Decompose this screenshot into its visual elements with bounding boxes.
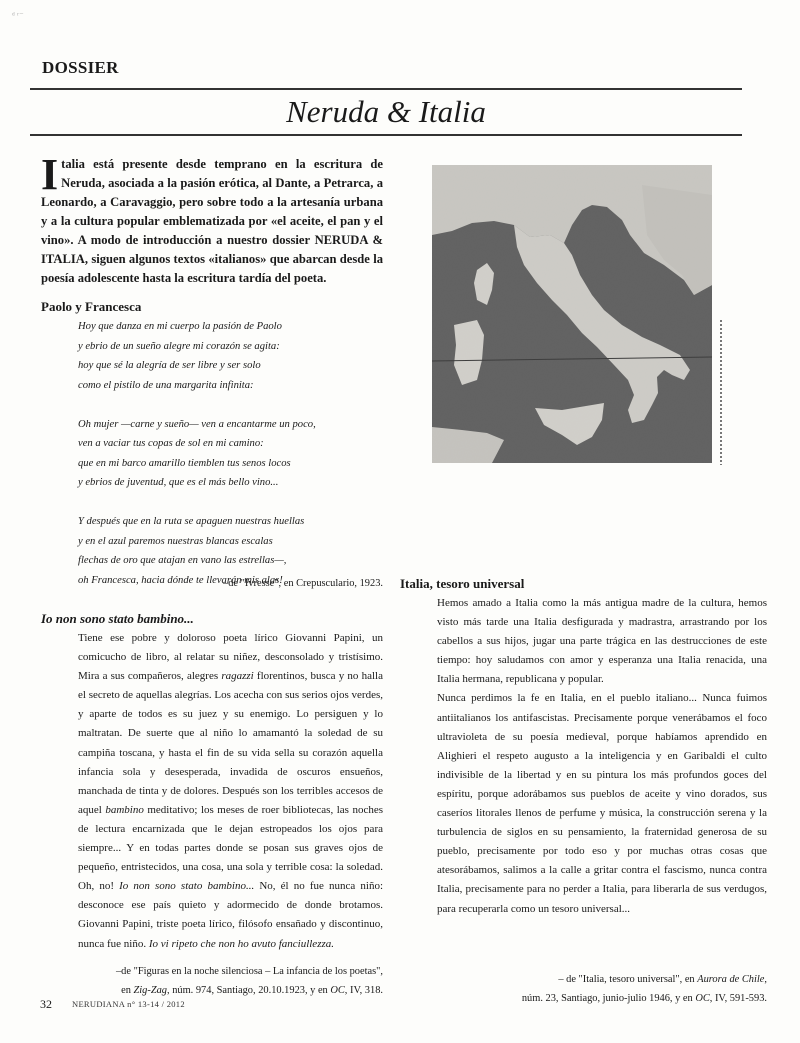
title-rule [30, 134, 742, 136]
citation-text: , IV, 591-593. [709, 993, 767, 1004]
poem-line: Y después que en la ruta se apaguen nuestras huellas [78, 516, 305, 527]
citation-text: – de "Italia, tesoro universal", en [558, 974, 698, 985]
italy-map-photo [432, 165, 712, 463]
citation-italic: OC [330, 985, 345, 996]
body-text: Tiene ese pobre y doloroso poeta lírico Giovanni Papini, un comicucho de libro, al relatar su niñez, desconsolado y tristísimo. Mira a sus compañeros, alegres [78, 632, 383, 683]
page-title: Neruda & Italia [286, 94, 486, 129]
running-head: NERUDIANA n° 13-14 / 2012 [72, 999, 185, 1009]
poem-line: oh Francesca, hacia dónde te llevarán mis alas! [78, 574, 283, 586]
body-text: florentinos, busca y no halla el secreto de aquellas alegrías. Los acecha con sus serios ojos verdes, y aparte de todos es su juez y su enemigo. Lo persiguen y lo maltratan. De suerte que al niño lo amamantó la soledad de su campiña toscana, y hasta el fin de su vida sella su corazón aquella infancia sola y desesperada, invadida de oscuros ensueños, manchada de tinta y de dolores. Después son los terribles accesos de aquel [78, 670, 383, 816]
intro-text: talia está presente desde temprano en la escritura de Neruda, asociada a la pasión erótica, al Dante, a Petrarca, a Leonardo, a Caravaggio, pero sobre todo a la artesanía urbana y a la cultura popular emblematizada por «el aceite, el pan y el vino». A modo de introducción a nuestro dossier NERUDA & ITALIA, siguen algunos textos «italianos» que abarcan desde la poesía adolescente hasta la escritura tardía del poeta. [41, 157, 383, 285]
italic-phrase: Io non sono stato bambino... [119, 880, 255, 893]
section-heading-tesoro: Italia, tesoro universal [400, 576, 525, 591]
photo-credit-vertical [716, 320, 726, 465]
italic-phrase: Io vi ripeto che non ho avuto fanciullezza. [148, 937, 335, 950]
poem-line: ven a vaciar tus copas de sol en mi camino: [78, 438, 264, 449]
tesoro-citation [437, 970, 767, 1008]
tesoro-paragraph: Hemos amado a Italia como la más antigua madre de la cultura, hemos visto más tarde una Italia desfigurada y madrastra, arrastrando por los cabellos a sus hijos, jugar una parte trágica en las destrucciones de este tiempo: hoy saludamos con amor y esperanza una Italia renacida, una Italia hermana, republicana y popular. [437, 597, 767, 686]
citation-text: , [764, 974, 767, 985]
citation-line [100, 981, 383, 1000]
citation-line [437, 970, 767, 989]
section-label: DOSSIER [42, 58, 119, 77]
citation-italic: Zig-Zag [133, 985, 167, 996]
poem-stanza [78, 415, 378, 493]
corner-pencil-mark: ᵈ ʳ⁻ [12, 10, 24, 20]
italy-map-illustration [432, 165, 712, 463]
citation-line [437, 989, 767, 1008]
citation-text: , IV, 318. [344, 985, 383, 996]
italic-phrase: ragazzi [221, 670, 254, 683]
poem-line: flechas de oro que atajan en vano las estrellas—, [78, 555, 287, 566]
intro-paragraph [41, 150, 383, 288]
body-text: No, él no fue nunca niño: desconoce ese país quieto y adormecido de donde brotamos. Giovanni Papini, triste poeta lírico, filósofo ensañado y discontinuo, nunca fue niño. [78, 880, 384, 950]
photo-grain [432, 165, 712, 463]
bambino-paragraph [78, 629, 383, 954]
poem-line: y ebrio de un sueño alegre mi corazón se agita: [78, 340, 280, 352]
top-rule [30, 88, 742, 90]
citation-text: , núm. 974, Santiago, 20.10.1923, y en [167, 985, 331, 996]
poem-line: como el pistilo de una margarita infinita: [78, 379, 254, 391]
poem-line: Hoy que danza en mi cuerpo la pasión de Paolo [78, 321, 282, 332]
poem-line: y en el azul paremos nuestras blancas escalas [78, 535, 273, 547]
tesoro-paragraphs [437, 594, 767, 919]
citation-text: núm. 23, Santiago, junio-julio 1946, y en [521, 993, 696, 1004]
citation-italic: Aurora de Chile [697, 974, 765, 985]
body-text: meditativo; los meses de roer bibliotecas, las noches de lectura encarnizada que le dejan estropeados los ojos para siempre... Y en todas partes donde se posan sus graves ojos de pequeño, entristecidos, una cosa, una sola y terrible cosa: la soledad. Oh, no! [78, 803, 383, 893]
poem-line: y ebrios de juventud, que es el más bello vino... [78, 477, 279, 488]
citation-italic: OC [695, 993, 710, 1004]
poem-title: Paolo y Francesca [41, 299, 142, 314]
poem-body [78, 317, 378, 610]
poem-line: hoy que sé la alegría de ser libre y ser solo [78, 360, 261, 371]
poem-line: Oh mujer —carne y sueño— ven a encantarme un poco, [78, 418, 316, 430]
section-heading-bambino: Io non sono stato bambino... [41, 611, 194, 626]
bambino-citation [100, 962, 383, 1000]
italic-phrase: bambino [105, 803, 144, 816]
page-number: 32 [40, 997, 52, 1011]
tesoro-paragraph: Nunca perdimos la fe en Italia, en el pueblo italiano... Nunca fuimos antiitalianos los antifascistas. Precisamente porque venerábamos el foco ultravioleta de su poesía medieval, porque habíamos aprendido en Alighieri el respeto augusto a la inteligencia y en Garibaldi el culto indivisible de la libertad y en su pintura los más profundos goces del espíritu, porque adorábamos sus pueblos de aceite y vino dorados, sus caseríos litorales llenos de perfume y música, la construcción serena y la turbulencia de siglos en su pensamiento, la fraternidad generosa de su pueblo, precisamente por todo eso y por muchas otras cosas que atesorábamos, salimos a la calle a gritar contra el fascismo, nunca contra Italia, precisamente para no perder a Italia, para liberarla de sus verdugos, para recuperarla como un tesoro universal... [437, 692, 767, 915]
poem-stanza [78, 317, 378, 395]
poem-line: que en mi barco amarillo tiemblen tus senos locos [78, 457, 291, 469]
poem-citation: –de "Ivresse", en Crepusculario, 1923. [223, 578, 383, 589]
drop-cap: I [41, 150, 59, 199]
citation-text: en [121, 985, 134, 996]
citation-line: –de "Figuras en la noche silenciosa – La infancia de los poetas", [115, 966, 383, 977]
